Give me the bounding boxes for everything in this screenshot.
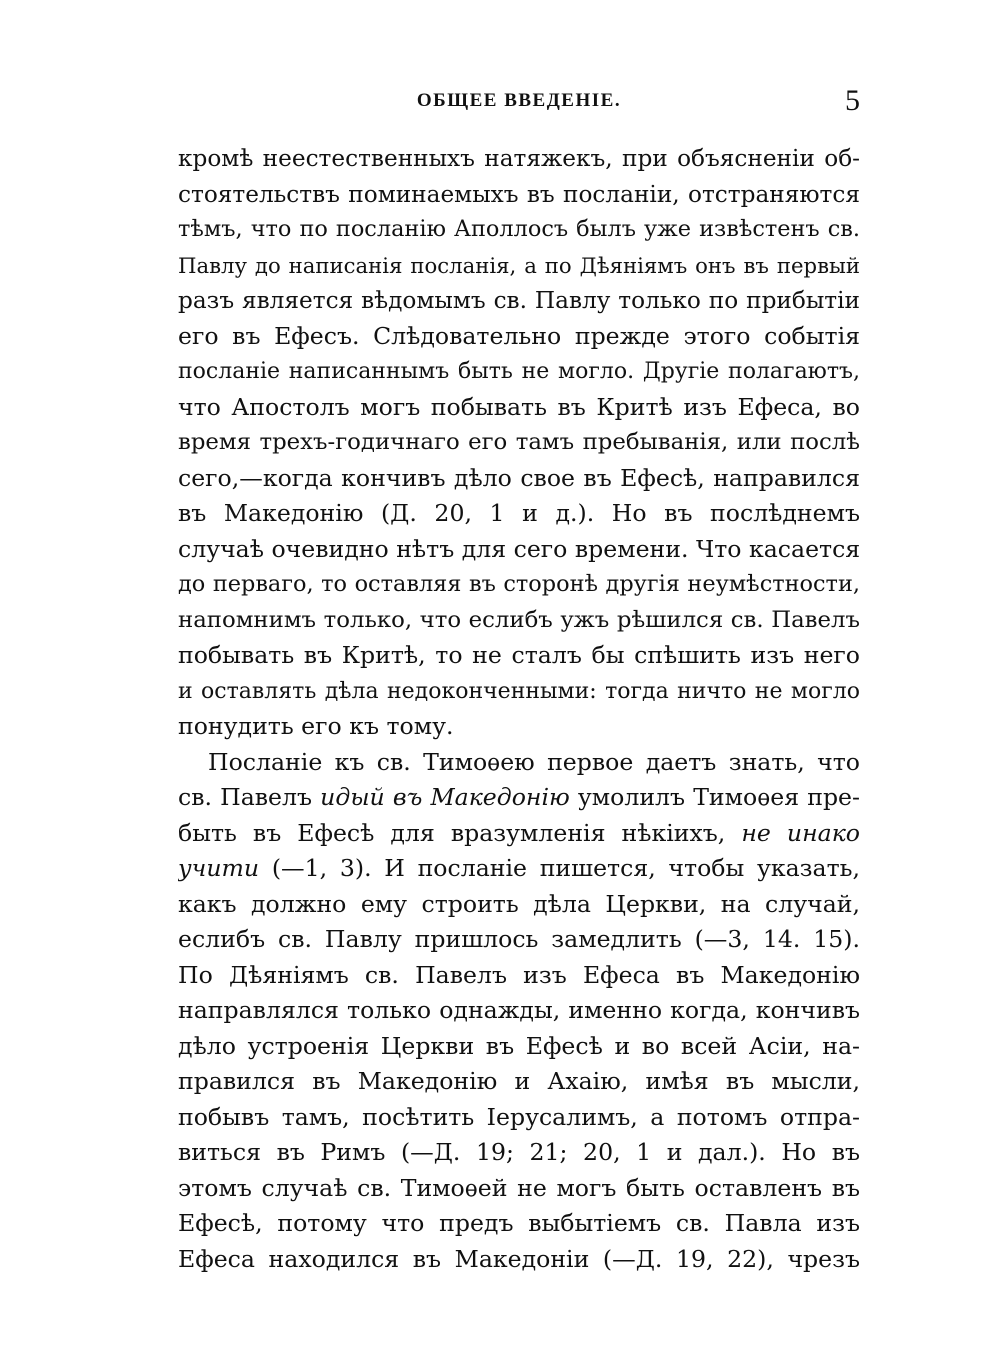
text-line: [178, 816, 860, 852]
text-line: [178, 425, 860, 461]
text-line: [178, 319, 860, 355]
page-number: 5: [845, 84, 860, 117]
text-segment: и оставлять дѣла недоконченными: тогда ничто не могло: [178, 678, 860, 704]
text-segment: напомнимъ только, что еслибъ ужъ рѣшился св. Павелъ: [178, 606, 860, 633]
text-line: [178, 1100, 860, 1136]
text-line: [178, 638, 860, 674]
text-line: [178, 567, 860, 603]
text-line: [178, 283, 860, 319]
text-segment: стоятельствъ поминаемыхъ въ посланіи, отстраняются: [178, 180, 860, 208]
text-segment: (—1, 3). И посланіе пишется, чтобы указать,: [259, 854, 860, 882]
text-segment: время трехъ-годичнаго его тамъ пребыванія, или послѣ: [178, 429, 860, 455]
text-segment: умолилъ Тимоѳея пре-: [569, 783, 860, 811]
text-segment: еслибъ св. Павлу пришлось замедлить (—3, 14. 15).: [178, 925, 860, 953]
text-line: [178, 532, 860, 568]
text-line: [178, 1171, 860, 1207]
text-line: [178, 709, 860, 745]
text-line: [178, 674, 860, 710]
text-line: [178, 922, 860, 958]
text-segment: Ефеса находился въ Македоніи (—Д. 19, 22), чрезъ: [178, 1244, 860, 1273]
text-line: [178, 212, 860, 248]
text-line: [178, 461, 860, 497]
text-line: [178, 354, 860, 390]
text-line: [178, 1064, 860, 1100]
text-segment: дѣло устроенія Церкви въ Ефесѣ и во всей Асіи, на-: [178, 1031, 860, 1060]
text-segment: кромѣ неестественныхъ натяжекъ, при объясненіи об-: [178, 145, 860, 172]
text-segment: побывъ тамъ, посѣтить Іерусалимъ, а потомъ отпра-: [178, 1102, 860, 1131]
text-segment: побывать въ Критѣ, то не сталъ бы спѣшить изъ него: [178, 641, 860, 669]
paragraph: [178, 745, 860, 1278]
text-line: [178, 603, 860, 639]
text-segment: этомъ случаѣ св. Тимоѳей не могъ быть оставленъ въ: [178, 1173, 860, 1202]
text-line: [178, 177, 860, 213]
text-segment: посланіе написаннымъ быть не могло. Другіе полагаютъ,: [178, 359, 860, 384]
text-segment: разъ является вѣдомымъ св. Павлу только по прибытіи: [178, 287, 860, 314]
text-line: [178, 780, 860, 816]
text-line: [178, 958, 860, 994]
text-segment: быть въ Ефесѣ для вразумленія нѣкіихъ,: [178, 818, 742, 847]
text-line: [178, 887, 860, 923]
text-line: [178, 141, 860, 177]
text-line: [178, 745, 860, 781]
text-line: [178, 1242, 860, 1278]
text-segment: правился въ Македонію и Ахаію, имѣя въ мысли,: [178, 1067, 860, 1095]
italic-quote: учити: [178, 854, 260, 882]
text-line: [178, 993, 860, 1029]
text-segment: Посланіе къ св. Тимоѳею первое даетъ знать, что: [208, 747, 860, 776]
body-text: [178, 141, 860, 1277]
italic-quote: идый въ Македонію: [320, 783, 570, 811]
text-segment: св. Павелъ: [178, 783, 321, 811]
text-line: [178, 851, 860, 887]
text-segment: что Апостолъ могъ побывать въ Критѣ изъ Ефеса, во: [178, 392, 860, 421]
text-segment: въ Македонію (Д. 20, 1 и д.). Но въ послѣднемъ: [178, 499, 860, 527]
text-line: [178, 1135, 860, 1171]
text-segment: какъ должно ему строить дѣла Церкви, на случай,: [178, 889, 860, 918]
italic-quote: не инако: [741, 818, 860, 847]
text-segment: его въ Ефесъ. Слѣдовательно прежде этого событія: [178, 321, 860, 350]
text-segment: Павлу до написанія посланія, а по Дѣяніямъ онъ въ первый: [178, 252, 860, 278]
text-line: [178, 1029, 860, 1065]
text-line: [178, 248, 860, 284]
running-header: [178, 84, 860, 118]
text-segment: сего,—когда кончивъ дѣло свое въ Ефесѣ, направился: [178, 463, 860, 492]
paragraph: [178, 141, 860, 745]
text-segment: до перваго, то оставляя въ сторонѣ другія неумѣстности,: [178, 571, 860, 597]
text-segment: направлялся только однажды, именно когда, кончивъ: [178, 996, 860, 1024]
text-line: [178, 496, 860, 532]
running-title: ОБЩЕЕ ВВЕДЕНІЕ.: [416, 90, 622, 111]
text-segment: виться въ Римъ (—Д. 19; 21; 20, 1 и дал.). Но въ: [178, 1138, 860, 1166]
text-segment: понудить его къ тому.: [178, 712, 454, 740]
text-segment: тѣмъ, что по посланію Аполлосъ былъ уже извѣстенъ св.: [178, 216, 860, 242]
text-segment: По Дѣяніямъ св. Павелъ изъ Ефеса въ Македонію: [178, 960, 860, 989]
text-segment: Ефесѣ, потому что предъ выбытіемъ св. Павла изъ: [178, 1209, 860, 1237]
text-line: [178, 1206, 860, 1242]
text-line: [178, 390, 860, 426]
text-segment: случаѣ очевидно нѣтъ для сего времени. Что касается: [178, 534, 860, 563]
